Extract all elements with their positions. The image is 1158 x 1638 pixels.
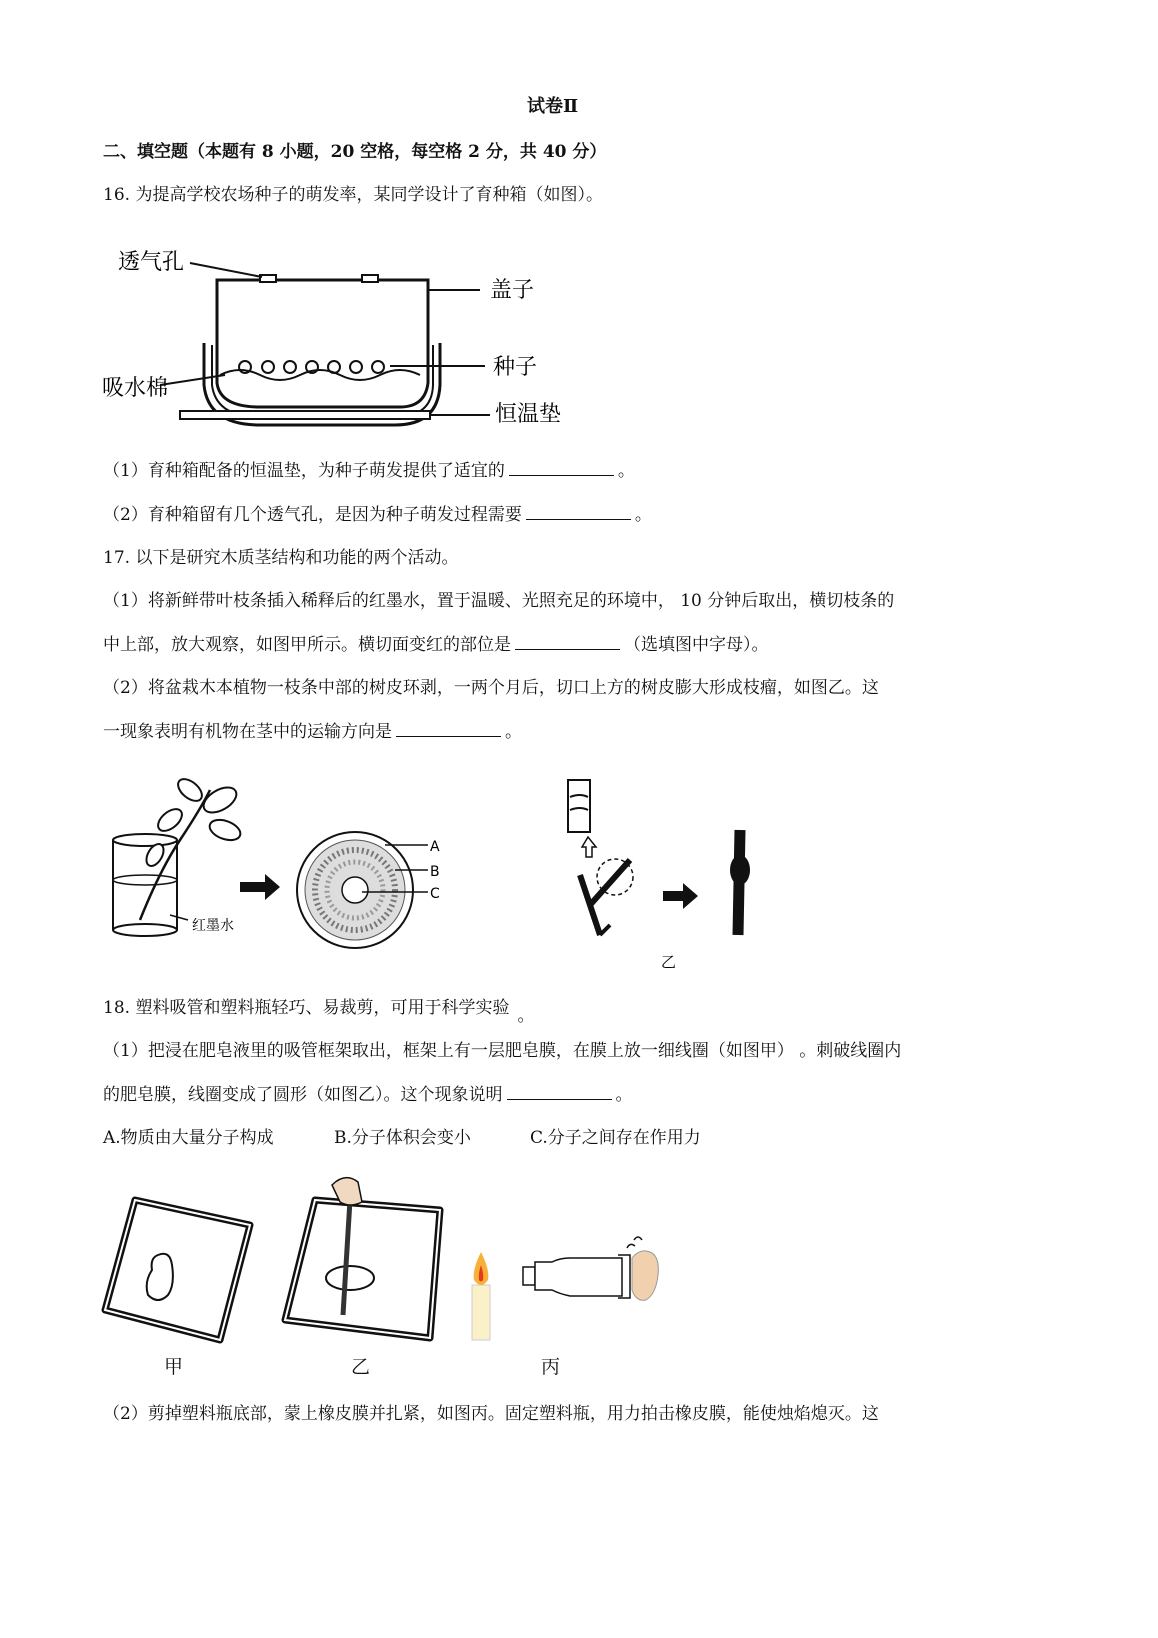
q18-stem	[103, 996, 535, 1026]
q18-option-b[interactable]: B.分子体积会变小	[334, 1128, 471, 1148]
q16-part1-end: 。	[617, 461, 635, 481]
label-b: B	[430, 864, 440, 880]
q18-part1-text: 的肥皂膜，线圈变成了圆形（如图乙）。这个现象说明	[103, 1085, 503, 1105]
q18-option-a[interactable]: A.物质由大量分子构成	[103, 1128, 274, 1148]
q18-part1-line1: （1）把浸在肥皂液里的吸管框架取出，框架上有一层肥皂膜，在膜上放一细线圈（如图甲） 。刺破线圈内	[103, 1041, 902, 1061]
label-yi: 乙	[661, 953, 677, 971]
q17-part1-line1: （1）将新鲜带叶枝条插入稀释后的红墨水，置于温暖、光照充足的环境中， 10 分钟后取出，横切枝条的	[103, 591, 895, 611]
q18-part1-line2	[103, 1083, 633, 1107]
q17-part1-text: 中上部，放大观察，如图甲所示。横切面变红的部位是	[103, 635, 511, 655]
label-vent: 透气孔	[118, 250, 185, 275]
q16-part2-text: （2）育种箱留有几个透气孔，是因为种子萌发过程需要	[103, 505, 522, 525]
label-lid: 盖子	[490, 278, 535, 303]
label-a: A	[430, 839, 440, 855]
q16-part1	[103, 459, 635, 483]
q16-stem: 16. 为提高学校农场种子的萌发率，某同学设计了育种箱（如图）。	[103, 185, 603, 205]
label-seed: 种子	[493, 355, 538, 380]
q18-part2-line1: （2）剪掉塑料瓶底部，蒙上橡皮膜并扎紧，如图丙。固定塑料瓶，用力拍击橡皮膜，能使烛焰熄灭。这	[103, 1404, 879, 1424]
section-heading: 二、填空题（本题有 8 小题，20 空格，每空格 2 分，共 40 分）	[103, 142, 607, 162]
q16-blank-2[interactable]	[526, 503, 631, 520]
paper-title: 试卷Ⅱ	[527, 96, 579, 117]
q16-blank-1[interactable]	[509, 459, 614, 476]
q17-part2-end: 。	[505, 722, 522, 742]
q16-part1-text: （1）育种箱配备的恒温垫，为种子萌发提供了适宜的	[103, 461, 505, 481]
girdling-figure	[560, 775, 790, 975]
seedling-box-figure	[100, 235, 580, 435]
caption-yi: 乙	[351, 1356, 371, 1378]
q16-part2-end: 。	[634, 505, 652, 525]
label-red-ink: 红墨水	[192, 918, 234, 934]
q17-part2-line2	[103, 720, 522, 744]
q17-part2-line1: （2）将盆栽木本植物一枝条中部的树皮环剥，一两个月后，切口上方的树皮膨大形成枝瘤，如图乙。这	[103, 678, 879, 698]
q17-stem: 17. 以下是研究木质茎结构和功能的两个活动。	[103, 548, 459, 568]
label-cotton: 吸水棉	[102, 376, 169, 401]
q17-blank-2[interactable]	[396, 720, 501, 737]
stem-ink-figure	[100, 770, 460, 950]
caption-jia: 甲	[164, 1356, 184, 1378]
q18-part1-end: 。	[615, 1085, 633, 1105]
q16-part2	[103, 503, 652, 527]
label-pad: 恒温垫	[495, 402, 562, 427]
q17-part1-end: （选填图中字母）。	[624, 635, 769, 655]
caption-bing: 丙	[541, 1356, 561, 1378]
label-c: C	[430, 886, 440, 902]
q18-blank-1[interactable]	[507, 1083, 612, 1100]
q17-part1-line2	[103, 633, 769, 657]
q17-blank-1[interactable]	[515, 633, 620, 650]
q18-option-c[interactable]: C.分子之间存在作用力	[530, 1128, 701, 1148]
soap-film-figures	[100, 1170, 680, 1350]
q18-stem-dot: 。	[517, 1006, 535, 1026]
q17-part2-text: 一现象表明有机物在茎中的运输方向是	[103, 722, 392, 742]
q18-stem-text: 18. 塑料吸管和塑料瓶轻巧、易裁剪，可用于科学实验	[103, 998, 510, 1018]
